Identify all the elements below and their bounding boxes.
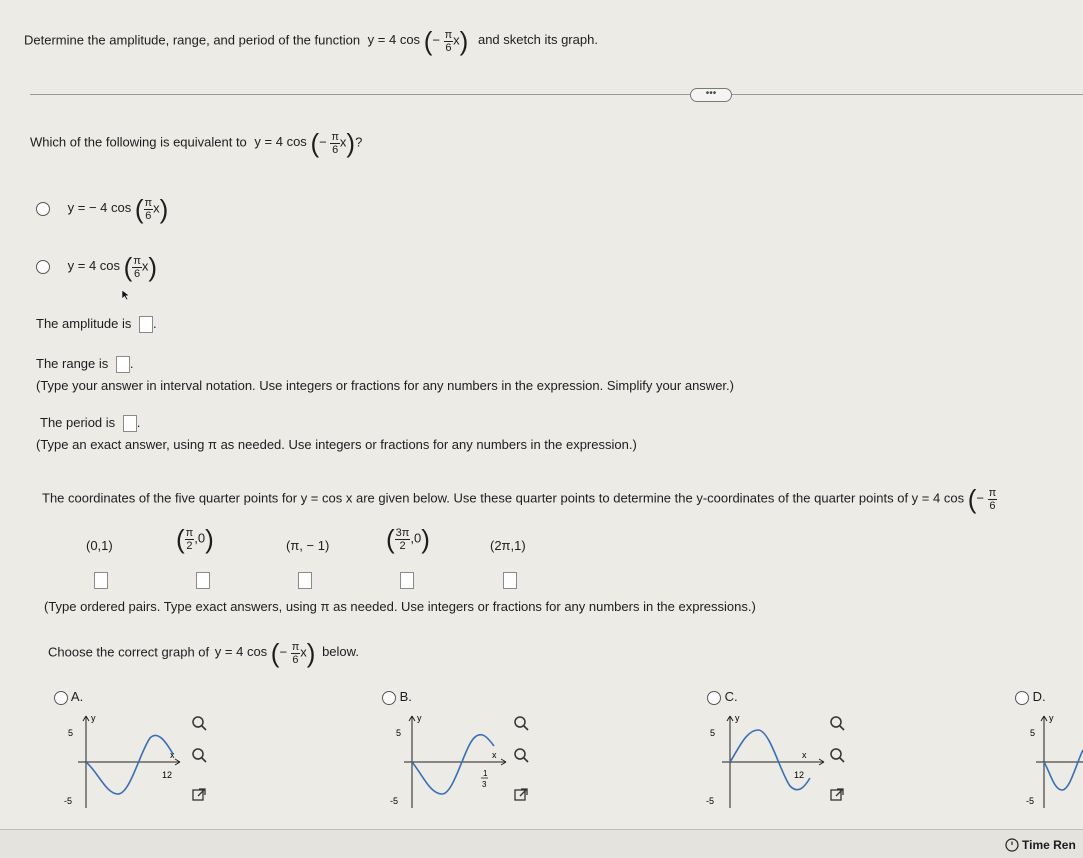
paren-open: ( (270, 638, 280, 668)
frac-den: 6 (134, 267, 141, 280)
paren-close: ) (306, 638, 316, 668)
x-tick-label: 12 (794, 770, 805, 780)
graph-d (1016, 712, 1083, 812)
choose-prefix: Choose the correct graph of (48, 644, 210, 660)
x-axis-label: x (802, 750, 807, 760)
paren-close: ) (421, 524, 430, 554)
choose-suffix: below. (322, 644, 359, 660)
y-tick-top: 5 (710, 728, 716, 738)
paren-close: ) (159, 194, 169, 224)
quarter-point-4 (386, 526, 430, 552)
frac-den: 6 (332, 143, 339, 156)
frac-den: 6 (445, 41, 452, 54)
neg-sign: − (279, 644, 288, 660)
quarter-hint: (Type ordered pairs. Type exact answers, using π as needed. Use integers or fractions for any numbers in the expressions.) (44, 599, 756, 614)
footer-bar (0, 829, 1083, 858)
graph-b-label: B. (399, 689, 412, 704)
open-external-icon[interactable] (828, 786, 846, 804)
frac-num: π (291, 640, 300, 653)
paren-open: ( (176, 524, 185, 554)
y-tick-bottom: -5 (390, 796, 399, 806)
zoom-out-icon[interactable] (190, 746, 208, 764)
graph-b-radio[interactable] (382, 691, 396, 705)
quarter-text: The coordinates of the five quarter points for y = cos x are given below. Use these quarter points to determine the y-coordinates of the quarter points of y = 4 cos (42, 490, 965, 506)
frac-den: 2 (399, 539, 406, 552)
period-input[interactable] (123, 415, 137, 432)
quarter-fraction (988, 487, 998, 512)
period-dot: . (129, 356, 134, 371)
period-hint: (Type an exact answer, using π as needed. Use integers or fractions for any numbers in the expression.) (36, 437, 637, 452)
clock-icon (1005, 838, 1019, 852)
paren-open: ( (967, 484, 977, 514)
y-tick-top: 5 (68, 728, 74, 738)
paren-close: ) (459, 26, 469, 56)
paren-open: ( (310, 128, 320, 158)
period-row (40, 415, 140, 432)
zoom-out-icon[interactable] (512, 746, 530, 764)
frac-den: 6 (989, 499, 996, 512)
graph-c-label: C. (724, 689, 738, 704)
graph-b (384, 712, 509, 812)
choose-graph-prompt (48, 640, 359, 666)
prompt-fraction (444, 29, 454, 54)
option-1-radio[interactable] (36, 202, 50, 216)
amplitude-label: The amplitude is (36, 316, 132, 331)
option-2[interactable] (36, 254, 157, 280)
p4-tail: ,0 (410, 530, 422, 546)
x-tick-label: 12 (162, 770, 173, 780)
quarter-answer-1[interactable] (94, 572, 108, 589)
var-x: x (453, 32, 460, 48)
period-dot: . (153, 316, 157, 331)
option-2-radio[interactable] (36, 260, 50, 274)
graph-a (58, 712, 183, 812)
choose-fraction (291, 641, 301, 666)
y-tick-top: 5 (1030, 728, 1036, 738)
mouse-cursor-icon (121, 289, 131, 301)
quarter-point-5: (2π,1) (490, 538, 526, 553)
y-axis-label: y (91, 713, 96, 723)
option-1[interactable] (36, 196, 168, 222)
option-1-fraction (144, 197, 154, 222)
period-dot: . (136, 415, 141, 430)
p2-fraction (185, 527, 195, 552)
frac-num: 3π (395, 526, 410, 539)
expand-more-button[interactable]: ••• (690, 88, 732, 102)
frac-num: π (133, 254, 141, 267)
frac-den: 2 (186, 539, 193, 552)
paren-close: ) (346, 128, 356, 158)
paren-close: ) (148, 252, 158, 282)
option-2-fraction (132, 255, 142, 280)
graph-a-radio[interactable] (54, 691, 68, 705)
prompt-text: Determine the amplitude, range, and period of the function (24, 32, 361, 48)
neg-sign: − (319, 134, 327, 150)
paren-close: ) (205, 524, 214, 554)
range-hint: (Type your answer in interval notation. Use integers or fractions for any numbers in the expression. Simplify your answer.) (36, 378, 734, 393)
y-axis-label: y (735, 713, 740, 723)
section-divider (30, 94, 1083, 95)
neg-sign: − (432, 32, 440, 48)
quarter-answer-3[interactable] (298, 572, 312, 589)
quarter-point-2 (176, 526, 214, 552)
paren-open: ( (386, 524, 395, 554)
time-remaining[interactable]: Time Ren (1022, 838, 1076, 852)
zoom-in-icon[interactable] (190, 714, 208, 732)
var-x: x (141, 258, 149, 274)
y-tick-bottom: -5 (64, 796, 73, 806)
paren-open: ( (134, 194, 144, 224)
open-external-icon[interactable] (190, 786, 208, 804)
question-function: y = 4 cos (254, 134, 307, 150)
question-text: Which of the following is equivalent to (30, 134, 247, 150)
p2-tail: ,0 (194, 530, 206, 546)
y-tick-top: 5 (396, 728, 402, 738)
zoom-in-icon[interactable] (828, 714, 846, 732)
var-x: x (300, 644, 307, 660)
quarter-answer-5[interactable] (503, 572, 517, 589)
y-tick-bottom: -5 (1026, 796, 1035, 806)
x-axis-label: x (492, 750, 497, 760)
graph-option-c[interactable] (707, 689, 738, 705)
frac-num: π (331, 130, 339, 143)
graph-d-radio[interactable] (1015, 691, 1029, 705)
equivalence-question (30, 130, 362, 156)
quarter-point-1: (0,1) (86, 538, 113, 553)
choose-function: y = 4 cos (214, 644, 268, 660)
zoom-out-icon[interactable] (828, 746, 846, 764)
question-fraction (330, 131, 340, 156)
var-x: x (153, 200, 160, 216)
y-tick-bottom: -5 (706, 796, 715, 806)
graph-option-b[interactable] (382, 689, 412, 705)
question-mark: ? (355, 134, 363, 150)
range-row (36, 356, 134, 373)
y-axis-label: y (417, 713, 422, 723)
frac-num: π (444, 28, 453, 41)
neg-sign: − (976, 490, 984, 506)
graph-d-label: D. (1032, 689, 1046, 704)
range-label: The range is (36, 356, 109, 371)
amplitude-row (36, 316, 157, 333)
var-x: x (339, 134, 347, 150)
curve-d (1044, 750, 1083, 790)
frac-den: 6 (292, 653, 299, 666)
frac-num: π (185, 526, 194, 539)
graph-c (702, 712, 827, 812)
graph-option-a[interactable] (54, 689, 83, 705)
option-2-lhs: y = 4 cos (67, 258, 121, 274)
curve-a (86, 735, 173, 794)
prompt-suffix: and sketch its graph. (477, 32, 598, 48)
zoom-in-icon[interactable] (512, 714, 530, 732)
quarter-point-3: (π, − 1) (286, 538, 330, 553)
x-axis-label: x (170, 750, 175, 760)
p4-fraction (395, 527, 411, 552)
quarter-answer-2[interactable] (196, 572, 210, 589)
period-label: The period is (40, 415, 116, 430)
open-external-icon[interactable] (512, 786, 530, 804)
prompt-function: y = 4 cos (367, 32, 421, 48)
quarter-answer-4[interactable] (400, 572, 414, 589)
frac-num: π (144, 196, 153, 209)
paren-open: ( (423, 26, 433, 56)
amplitude-input[interactable] (139, 316, 153, 333)
quarter-points-prompt (42, 486, 997, 512)
graph-option-d[interactable] (1015, 689, 1046, 705)
y-axis-label: y (1049, 713, 1054, 723)
range-input[interactable] (116, 356, 130, 373)
problem-prompt (24, 28, 598, 54)
paren-open: ( (123, 252, 133, 282)
frac-num: π (988, 486, 997, 499)
graph-a-label: A. (70, 689, 84, 704)
x-tick-den: 3 (482, 780, 487, 789)
graph-c-radio[interactable] (707, 691, 721, 705)
option-1-lhs: y = − 4 cos (67, 200, 132, 216)
x-tick-num: 1 (483, 769, 488, 778)
frac-den: 6 (145, 209, 152, 222)
curve-c (730, 730, 810, 790)
